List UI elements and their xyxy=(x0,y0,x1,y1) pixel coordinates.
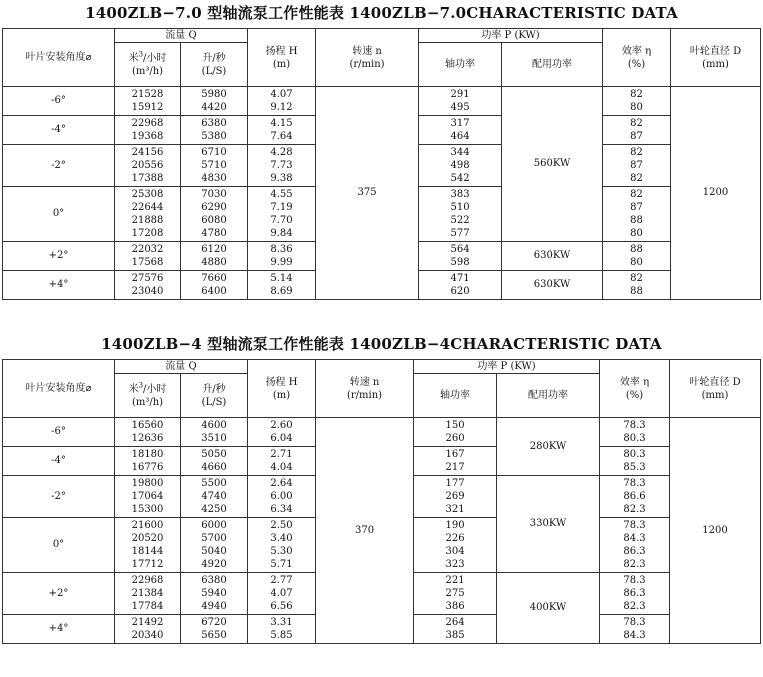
flow-m3h-cell xyxy=(115,418,181,447)
flow-ls-value: 5650 xyxy=(201,630,227,641)
matched-power-cell: 630KW xyxy=(502,271,603,300)
table1-body xyxy=(3,87,761,300)
flow-m3h-value: 16776 xyxy=(131,462,164,473)
flow-m3h-cell xyxy=(115,116,181,145)
efficiency-value: 84.3 xyxy=(623,630,646,641)
flow-m3h-value: 17208 xyxy=(131,228,164,239)
flow-ls-value: 6720 xyxy=(201,617,227,628)
flow-m3h-value: 21492 xyxy=(131,617,164,628)
flow-m3h-value: 22968 xyxy=(131,118,164,129)
head-value: 4.07 xyxy=(270,89,293,100)
matched-power-header: 配用功率 xyxy=(497,374,600,418)
head-value: 5.30 xyxy=(270,546,293,557)
head-value: 2.50 xyxy=(270,520,293,531)
shaft-power-cell xyxy=(414,615,497,644)
efficiency-value: 86.3 xyxy=(623,546,646,557)
head-header: 扬程 H (m) xyxy=(248,360,316,418)
speed-cell: 370 xyxy=(316,418,414,644)
head-value: 7.64 xyxy=(270,131,293,142)
flow-m3h-value: 17712 xyxy=(131,559,164,570)
angle-cell: -2° xyxy=(3,145,115,187)
head-value: 3.40 xyxy=(270,533,293,544)
flow-ls-value: 4880 xyxy=(201,257,227,268)
angle-cell: -2° xyxy=(3,476,115,518)
flow-m3h-value: 22032 xyxy=(131,244,164,255)
head-cell xyxy=(248,271,316,300)
shaft-power-header: 轴功率 xyxy=(414,374,497,418)
shaft-power-value: 260 xyxy=(445,433,465,444)
shaft-power-cell xyxy=(414,518,497,573)
efficiency-value: 82 xyxy=(630,273,643,284)
shaft-power-cell xyxy=(419,145,502,187)
head-cell xyxy=(248,87,316,116)
efficiency-value: 82.3 xyxy=(623,601,646,612)
flow-ls-value: 4420 xyxy=(201,102,227,113)
speed-cell: 375 xyxy=(316,87,419,300)
flow-m3h-value: 19368 xyxy=(131,131,164,142)
efficiency-cell xyxy=(600,518,670,573)
flow-m3h-header: 米$^3$/小时 (m³/h) xyxy=(115,43,181,87)
flow-m3h-cell xyxy=(115,518,181,573)
efficiency-value: 80.3 xyxy=(623,449,646,460)
flow-ls-value: 7660 xyxy=(201,273,227,284)
efficiency-value: 86.3 xyxy=(623,588,646,599)
flow-ls-value: 6400 xyxy=(201,286,227,297)
shaft-power-cell xyxy=(414,447,497,476)
head-cell xyxy=(248,615,316,644)
shaft-power-value: 317 xyxy=(450,118,470,129)
efficiency-value: 88 xyxy=(630,215,643,226)
flow-ls-value: 5940 xyxy=(201,588,227,599)
matched-power-cell: 560KW xyxy=(502,87,603,242)
flow-ls-cell xyxy=(181,116,248,145)
table1-characteristic-data xyxy=(2,28,761,300)
flow-ls-value: 4600 xyxy=(201,420,227,431)
shaft-power-cell xyxy=(419,87,502,116)
flow-m3h-value: 15912 xyxy=(131,102,164,113)
flow-ls-cell xyxy=(181,271,248,300)
flow-m3h-value: 15300 xyxy=(131,504,164,515)
head-value: 9.99 xyxy=(270,257,293,268)
efficiency-value: 80.3 xyxy=(623,433,646,444)
head-cell xyxy=(248,187,316,242)
shaft-power-value: 344 xyxy=(450,147,470,158)
efficiency-value: 87 xyxy=(630,131,643,142)
efficiency-value: 84.3 xyxy=(623,533,646,544)
table2-title: 1400ZLB−4 型轴流泵工作性能表 1400ZLB−4CHARACTERISTIC DATA xyxy=(101,335,662,353)
flow-ls-value: 4780 xyxy=(201,228,227,239)
flow-ls-header: 升/秒 (L/S) xyxy=(181,43,248,87)
angle-cell: -6° xyxy=(3,87,115,116)
flow-m3h-value: 21600 xyxy=(131,520,164,531)
shaft-power-cell xyxy=(419,116,502,145)
head-value: 8.36 xyxy=(270,244,293,255)
efficiency-cell xyxy=(600,573,670,615)
flow-ls-cell xyxy=(181,145,248,187)
efficiency-cell xyxy=(603,87,671,116)
flow-ls-value: 5710 xyxy=(201,160,227,171)
head-value: 9.38 xyxy=(270,173,293,184)
head-value: 2.77 xyxy=(270,575,293,586)
flow-ls-value: 4740 xyxy=(201,491,227,502)
flow-ls-value: 4660 xyxy=(201,462,227,473)
flow-m3h-value: 21384 xyxy=(131,588,164,599)
shaft-power-value: 304 xyxy=(445,546,465,557)
flow-m3h-value: 17784 xyxy=(131,601,164,612)
shaft-power-value: 217 xyxy=(445,462,465,473)
flow-m3h-value: 23040 xyxy=(131,286,164,297)
efficiency-cell xyxy=(603,242,671,271)
efficiency-header: 效率 η (%) xyxy=(603,29,671,87)
efficiency-value: 82 xyxy=(630,89,643,100)
flow-ls-value: 6120 xyxy=(201,244,227,255)
flow-m3h-cell xyxy=(115,87,181,116)
efficiency-value: 82.3 xyxy=(623,559,646,570)
flow-ls-value: 3510 xyxy=(201,433,227,444)
flow-m3h-value: 18180 xyxy=(131,449,164,460)
flow-ls-value: 6380 xyxy=(201,118,227,129)
angle-header: 叶片安装角度⌀ xyxy=(3,29,115,87)
matched-power-cell: 400KW xyxy=(497,573,600,644)
table1-title: 1400ZLB−7.0 型轴流泵工作性能表 1400ZLB−7.0CHARACTERISTIC DATA xyxy=(85,4,678,22)
flow-m3h-value: 20556 xyxy=(131,160,164,171)
angle-cell: +2° xyxy=(3,242,115,271)
efficiency-value: 78.3 xyxy=(623,617,646,628)
efficiency-header: 效率 η (%) xyxy=(600,360,670,418)
shaft-power-value: 321 xyxy=(445,504,465,515)
flow-m3h-value: 24156 xyxy=(131,147,164,158)
flow-ls-cell xyxy=(181,242,248,271)
flow-ls-cell xyxy=(181,87,248,116)
flow-m3h-value: 27576 xyxy=(131,273,164,284)
efficiency-value: 82 xyxy=(630,147,643,158)
flow-ls-value: 4830 xyxy=(201,173,227,184)
shaft-power-value: 522 xyxy=(450,215,470,226)
head-value: 5.14 xyxy=(270,273,293,284)
flow-m3h-cell xyxy=(115,447,181,476)
flow-ls-value: 6290 xyxy=(201,202,227,213)
flow-ls-value: 6710 xyxy=(201,147,227,158)
shaft-power-value: 464 xyxy=(450,131,470,142)
head-cell xyxy=(248,116,316,145)
flow-m3h-value: 17388 xyxy=(131,173,164,184)
shaft-power-value: 495 xyxy=(450,102,470,113)
matched-power-header: 配用功率 xyxy=(502,43,603,87)
table-row xyxy=(3,418,761,447)
angle-cell: 0° xyxy=(3,518,115,573)
head-value: 6.00 xyxy=(270,491,293,502)
shaft-power-value: 620 xyxy=(450,286,470,297)
efficiency-cell xyxy=(603,145,671,187)
flow-m3h-value: 22968 xyxy=(131,575,164,586)
shaft-power-value: 564 xyxy=(450,244,470,255)
head-value: 4.04 xyxy=(270,462,293,473)
shaft-power-value: 577 xyxy=(450,228,470,239)
efficiency-value: 87 xyxy=(630,202,643,213)
efficiency-cell xyxy=(603,187,671,242)
power-header: 功率 P (KW) xyxy=(414,360,600,374)
speed-header: 转速 n (r/min) xyxy=(316,29,419,87)
efficiency-cell xyxy=(600,447,670,476)
angle-cell: +4° xyxy=(3,615,115,644)
shaft-power-value: 264 xyxy=(445,617,465,628)
shaft-power-value: 383 xyxy=(450,189,470,200)
efficiency-value: 78.3 xyxy=(623,420,646,431)
flow-header: 流量 Q xyxy=(115,29,248,43)
efficiency-value: 80 xyxy=(630,228,643,239)
flow-ls-value: 4250 xyxy=(201,504,227,515)
flow-m3h-value: 20520 xyxy=(131,533,164,544)
angle-cell: -6° xyxy=(3,418,115,447)
head-value: 3.31 xyxy=(270,617,293,628)
table2-body xyxy=(3,418,761,644)
shaft-power-value: 498 xyxy=(450,160,470,171)
flow-ls-value: 5700 xyxy=(201,533,227,544)
flow-m3h-value: 16560 xyxy=(131,420,164,431)
head-value: 2.64 xyxy=(270,478,293,489)
efficiency-value: 88 xyxy=(630,286,643,297)
efficiency-cell xyxy=(603,116,671,145)
efficiency-value: 78.3 xyxy=(623,478,646,489)
shaft-power-value: 598 xyxy=(450,257,470,268)
flow-ls-cell xyxy=(181,476,248,518)
head-value: 4.28 xyxy=(270,147,293,158)
efficiency-value: 82.3 xyxy=(623,504,646,515)
flow-m3h-header: 米$^3$/小时 (m³/h) xyxy=(115,374,181,418)
head-value: 6.04 xyxy=(270,433,293,444)
efficiency-value: 78.3 xyxy=(623,575,646,586)
flow-ls-cell xyxy=(181,447,248,476)
shaft-power-value: 226 xyxy=(445,533,465,544)
head-value: 4.15 xyxy=(270,118,293,129)
shaft-power-value: 167 xyxy=(445,449,465,460)
flow-ls-cell xyxy=(181,187,248,242)
shaft-power-value: 275 xyxy=(445,588,465,599)
flow-ls-value: 6080 xyxy=(201,215,227,226)
shaft-power-cell xyxy=(414,573,497,615)
shaft-power-value: 150 xyxy=(445,420,465,431)
flow-m3h-cell xyxy=(115,187,181,242)
flow-ls-value: 5380 xyxy=(201,131,227,142)
flow-m3h-cell xyxy=(115,271,181,300)
diameter-cell: 1200 xyxy=(671,87,761,300)
flow-m3h-cell xyxy=(115,615,181,644)
table2-characteristic-data xyxy=(2,359,761,644)
flow-ls-value: 4940 xyxy=(201,601,227,612)
head-value: 4.55 xyxy=(270,189,293,200)
angle-cell: -4° xyxy=(3,447,115,476)
flow-m3h-cell xyxy=(115,573,181,615)
head-cell xyxy=(248,518,316,573)
efficiency-value: 82 xyxy=(630,189,643,200)
matched-power-cell: 330KW xyxy=(497,476,600,573)
head-value: 2.60 xyxy=(270,420,293,431)
head-value: 7.73 xyxy=(270,160,293,171)
head-value: 7.19 xyxy=(270,202,293,213)
power-header: 功率 P (KW) xyxy=(419,29,603,43)
efficiency-value: 82 xyxy=(630,118,643,129)
flow-ls-value: 4920 xyxy=(201,559,227,570)
head-value: 2.71 xyxy=(270,449,293,460)
head-value: 6.56 xyxy=(270,601,293,612)
head-cell xyxy=(248,476,316,518)
flow-ls-value: 5980 xyxy=(201,89,227,100)
efficiency-value: 85.3 xyxy=(623,462,646,473)
shaft-power-value: 542 xyxy=(450,173,470,184)
flow-ls-value: 5500 xyxy=(201,478,227,489)
shaft-power-cell xyxy=(419,187,502,242)
efficiency-value: 82 xyxy=(630,173,643,184)
flow-m3h-value: 21528 xyxy=(131,89,164,100)
efficiency-cell xyxy=(600,476,670,518)
flow-ls-cell xyxy=(181,573,248,615)
angle-header: 叶片安装角度⌀ xyxy=(3,360,115,418)
flow-m3h-value: 19800 xyxy=(131,478,164,489)
head-value: 8.69 xyxy=(270,286,293,297)
efficiency-cell xyxy=(600,418,670,447)
flow-m3h-value: 18144 xyxy=(131,546,164,557)
head-value: 5.71 xyxy=(270,559,293,570)
angle-cell: +2° xyxy=(3,573,115,615)
efficiency-value: 80 xyxy=(630,257,643,268)
flow-ls-cell xyxy=(181,615,248,644)
flow-header: 流量 Q xyxy=(115,360,248,374)
efficiency-value: 86.6 xyxy=(623,491,646,502)
flow-m3h-value: 25308 xyxy=(131,189,164,200)
flow-m3h-value: 21888 xyxy=(131,215,164,226)
flow-ls-cell xyxy=(181,518,248,573)
flow-ls-value: 6000 xyxy=(201,520,227,531)
diameter-header: 叶轮直径 D (mm) xyxy=(670,360,761,418)
angle-cell: 0° xyxy=(3,187,115,242)
efficiency-value: 88 xyxy=(630,244,643,255)
head-value: 7.70 xyxy=(270,215,293,226)
diameter-cell: 1200 xyxy=(670,418,761,644)
shaft-power-value: 385 xyxy=(445,630,465,641)
angle-cell: -4° xyxy=(3,116,115,145)
flow-m3h-cell xyxy=(115,476,181,518)
shaft-power-value: 323 xyxy=(445,559,465,570)
diameter-header: 叶轮直径 D (mm) xyxy=(671,29,761,87)
shaft-power-value: 291 xyxy=(450,89,470,100)
shaft-power-value: 190 xyxy=(445,520,465,531)
head-value: 9.12 xyxy=(270,102,293,113)
head-header: 扬程 H (m) xyxy=(248,29,316,87)
speed-header: 转速 n (r/min) xyxy=(316,360,414,418)
matched-power-cell: 280KW xyxy=(497,418,600,476)
flow-m3h-value: 20340 xyxy=(131,630,164,641)
head-cell xyxy=(248,573,316,615)
flow-m3h-value: 17568 xyxy=(131,257,164,268)
efficiency-value: 78.3 xyxy=(623,520,646,531)
efficiency-cell xyxy=(603,271,671,300)
head-cell xyxy=(248,418,316,447)
shaft-power-cell xyxy=(414,476,497,518)
flow-m3h-value: 17064 xyxy=(131,491,164,502)
shaft-power-cell xyxy=(419,242,502,271)
shaft-power-value: 269 xyxy=(445,491,465,502)
shaft-power-value: 471 xyxy=(450,273,470,284)
matched-power-cell: 630KW xyxy=(502,242,603,271)
flow-ls-value: 7030 xyxy=(201,189,227,200)
shaft-power-cell xyxy=(414,418,497,447)
flow-m3h-value: 22644 xyxy=(131,202,164,213)
table-row xyxy=(3,87,761,116)
head-cell xyxy=(248,145,316,187)
head-cell xyxy=(248,447,316,476)
flow-ls-value: 5050 xyxy=(201,449,227,460)
shaft-power-value: 221 xyxy=(445,575,465,586)
shaft-power-value: 177 xyxy=(445,478,465,489)
flow-ls-cell xyxy=(181,418,248,447)
flow-m3h-cell xyxy=(115,242,181,271)
head-value: 5.85 xyxy=(270,630,293,641)
shaft-power-value: 510 xyxy=(450,202,470,213)
flow-m3h-value: 12636 xyxy=(131,433,164,444)
flow-ls-value: 5040 xyxy=(201,546,227,557)
head-value: 6.34 xyxy=(270,504,293,515)
flow-m3h-cell xyxy=(115,145,181,187)
efficiency-value: 87 xyxy=(630,160,643,171)
shaft-power-cell xyxy=(419,271,502,300)
angle-cell: +4° xyxy=(3,271,115,300)
head-value: 9.84 xyxy=(270,228,293,239)
shaft-power-value: 386 xyxy=(445,601,465,612)
shaft-power-header: 轴功率 xyxy=(419,43,502,87)
head-value: 4.07 xyxy=(270,588,293,599)
efficiency-cell xyxy=(600,615,670,644)
flow-ls-header: 升/秒 (L/S) xyxy=(181,374,248,418)
efficiency-value: 80 xyxy=(630,102,643,113)
flow-ls-value: 6380 xyxy=(201,575,227,586)
head-cell xyxy=(248,242,316,271)
